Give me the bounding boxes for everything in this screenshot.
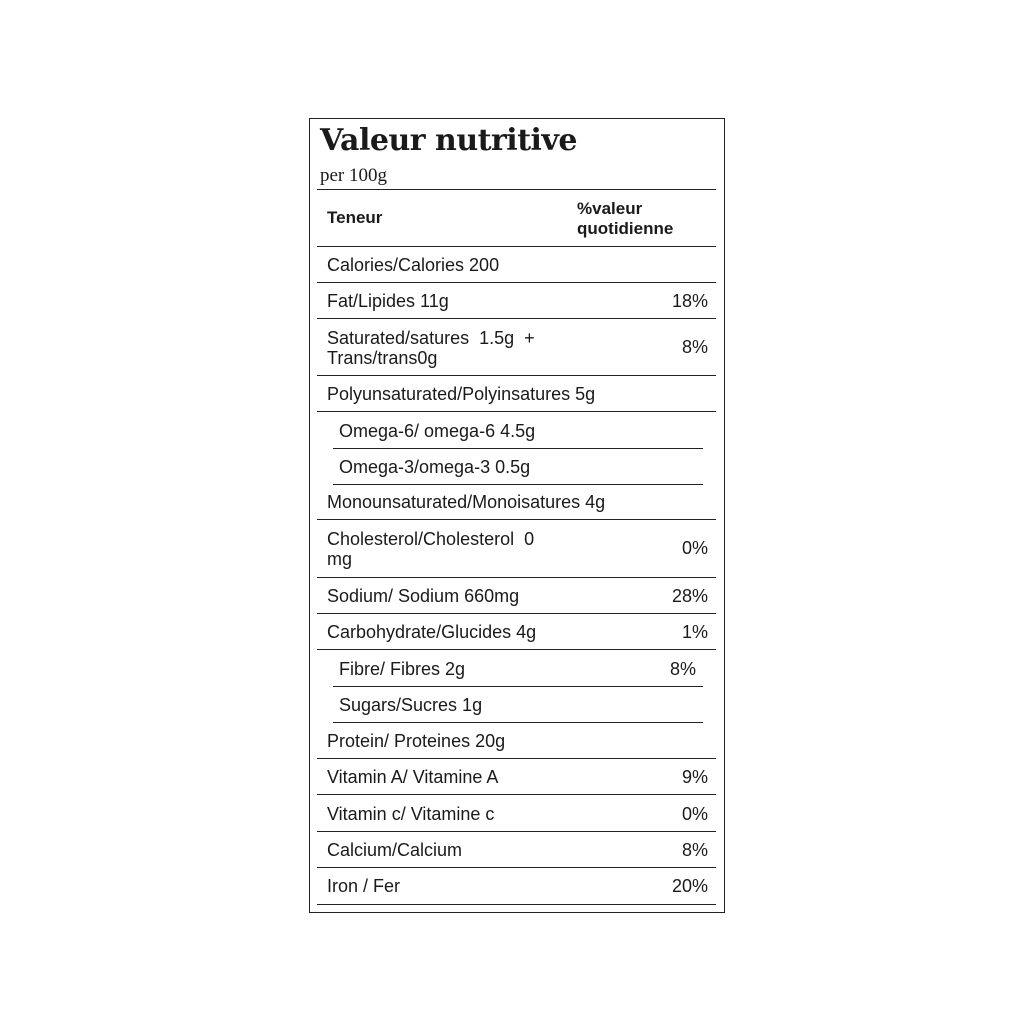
divider [317, 904, 716, 905]
nutrient-name: Iron / Fer [327, 876, 401, 896]
divider [317, 649, 716, 650]
daily-value-percent: 8% [681, 840, 708, 860]
divider [317, 189, 716, 190]
serving-size: per 100g [320, 165, 388, 186]
divider [333, 686, 703, 687]
divider [317, 758, 716, 759]
daily-value-percent: 1% [681, 622, 708, 642]
divider [317, 411, 716, 412]
nutrient-name: Fat/Lipides 11g [327, 291, 449, 311]
daily-value-percent: 8% [669, 659, 696, 679]
nutrient-name: Omega-6/ omega-6 4.5g [339, 421, 536, 441]
divider [317, 831, 716, 832]
nutrient-name: Monounsaturated/Monoisatures 4g [327, 492, 606, 512]
daily-value-percent: 0% [681, 538, 708, 558]
nutrient-name: Polyunsaturated/Polyinsatures 5g [327, 384, 596, 404]
divider [317, 318, 716, 319]
daily-value-percent: 0% [681, 804, 708, 824]
divider [333, 722, 703, 723]
divider [317, 246, 716, 247]
nutrient-name: Vitamin A/ Vitamine A [327, 767, 499, 787]
daily-value-percent: 28% [671, 586, 708, 606]
daily-value-header-line2: quotidienne [577, 219, 674, 238]
nutrition-facts-label [309, 118, 725, 913]
nutrient-name: Protein/ Proteines 20g [327, 731, 506, 751]
nutrient-name: Vitamin c/ Vitamine c [327, 804, 495, 824]
nutrient-name: Fibre/ Fibres 2g [339, 659, 466, 679]
divider [317, 794, 716, 795]
daily-value-percent: 8% [681, 337, 708, 357]
nutrient-name: Sugars/Sucres 1g [339, 695, 483, 715]
nutrient-name: Omega-3/omega-3 0.5g [339, 457, 531, 477]
nutrient-name: Sodium/ Sodium 660mg [327, 586, 520, 606]
divider [333, 448, 703, 449]
nutrient-name: Calories/Calories 200 [327, 255, 500, 275]
divider [317, 519, 716, 520]
divider [317, 282, 716, 283]
divider [317, 577, 716, 578]
nutrient-name: Carbohydrate/Glucides 4g [327, 622, 537, 642]
divider [333, 484, 703, 485]
amount-header: Teneur [327, 208, 383, 227]
daily-value-percent: 20% [671, 876, 708, 896]
daily-value-percent: 18% [671, 291, 708, 311]
divider [317, 375, 716, 376]
divider [317, 867, 716, 868]
daily-value-header-line1: %valeur [577, 199, 643, 218]
daily-value-header [577, 199, 673, 239]
nutrient-name: Cholesterol/Cholesterol 0 mg [327, 529, 535, 569]
nutrient-name: Calcium/Calcium [327, 840, 463, 860]
label-title: Valeur nutritive [320, 123, 577, 158]
nutrient-name: Saturated/satures 1.5g + Trans/trans0g [327, 328, 535, 368]
divider [317, 613, 716, 614]
daily-value-percent: 9% [681, 767, 708, 787]
